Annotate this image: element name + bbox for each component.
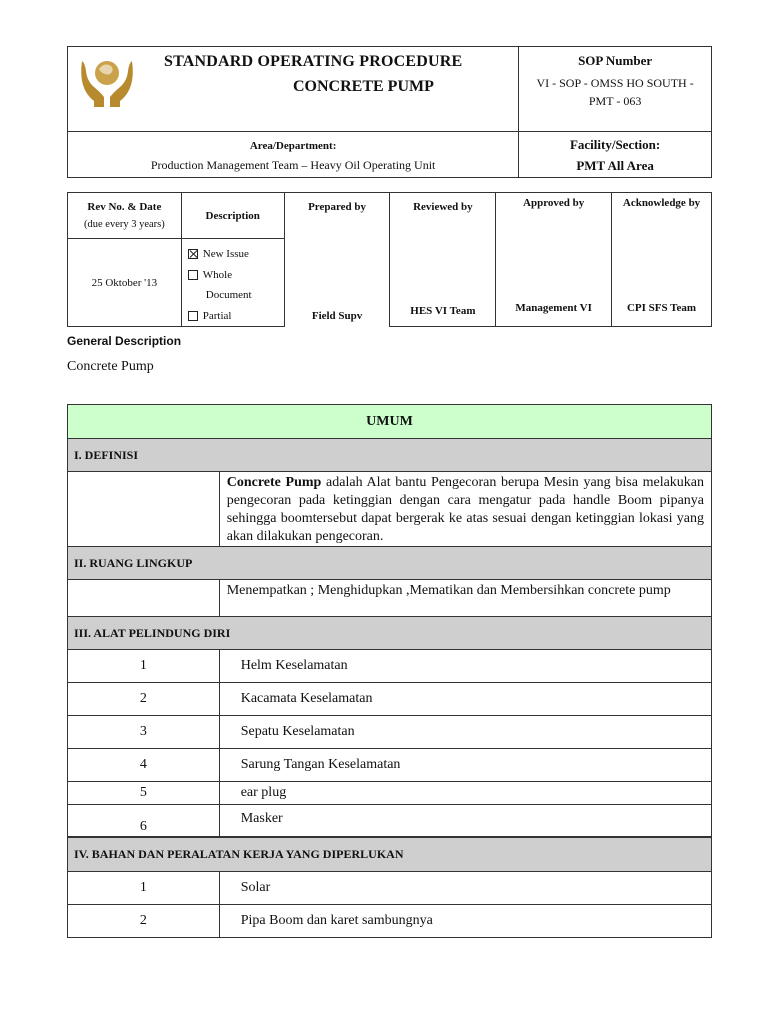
rev-date-cell bbox=[68, 239, 182, 327]
table-row bbox=[68, 650, 712, 683]
sop-number-label: SOP Number bbox=[578, 53, 653, 68]
item-number: 2 bbox=[68, 683, 220, 716]
ruang-lingkup-empty-cell bbox=[68, 580, 220, 617]
approved-value: Management VI bbox=[515, 302, 592, 314]
acknowledge-label: Acknowledge by bbox=[622, 197, 701, 209]
option-whole[interactable]: Whole bbox=[188, 265, 284, 286]
sop-number-line-2: PMT - 063 bbox=[588, 94, 642, 108]
acknowledge-value: CPI SFS Team bbox=[626, 302, 697, 314]
item-text: Masker bbox=[219, 805, 711, 837]
item-text: Kacamata Keselamatan bbox=[219, 683, 711, 716]
sop-number-value bbox=[519, 74, 711, 110]
definisi-text bbox=[219, 472, 711, 547]
title-line-2: CONCRETE PUMP bbox=[293, 78, 434, 95]
area-value: Production Management Team – Heavy Oil Operating Unit bbox=[150, 158, 436, 172]
rev-label: Rev No. & Date bbox=[87, 201, 162, 213]
sop-number-cell bbox=[519, 47, 712, 132]
description-label: Description bbox=[205, 209, 260, 222]
prepared-cell bbox=[284, 193, 390, 327]
option-partial[interactable]: Partial bbox=[188, 306, 284, 327]
table-row bbox=[68, 782, 712, 805]
checkbox-icon[interactable] bbox=[188, 311, 198, 321]
sop-number-line-1: VI - SOP - OMSS HO SOUTH - bbox=[536, 76, 694, 90]
item-number: 6 bbox=[68, 805, 220, 837]
table-row bbox=[68, 683, 712, 716]
approved-label: Approved by bbox=[523, 197, 585, 209]
title-line-1: STANDARD OPERATING PROCEDURE bbox=[164, 53, 463, 70]
item-number: 2 bbox=[68, 905, 220, 938]
item-text: Solar bbox=[219, 872, 711, 905]
option-document: Document bbox=[205, 289, 252, 301]
revision-table bbox=[67, 192, 712, 327]
prepared-value: Field Supv bbox=[311, 309, 363, 322]
rev-header-cell bbox=[68, 193, 182, 239]
prepared-label: Prepared by bbox=[308, 201, 367, 213]
ruang-lingkup-text: Menempatkan ; Menghidupkan ,Mematikan dan Membersihkan concrete pump bbox=[219, 580, 711, 617]
reviewed-cell bbox=[390, 193, 496, 327]
title-cell bbox=[68, 47, 519, 132]
section-definisi: I. DEFINISI bbox=[68, 439, 712, 472]
umum-header: UMUM bbox=[68, 405, 712, 439]
table-row bbox=[68, 805, 712, 837]
hands-globe-logo-icon bbox=[80, 53, 134, 109]
item-text: Sepatu Keselamatan bbox=[219, 716, 711, 749]
definisi-body: adalah Alat bantu Pengecoran berupa Mesin yang bisa melakukan pengecoran pada ketinggian dengan cara mengatur pada handle Boom pipanya sehingga boomtersebut dapat bergerak ke atas sesuai dengan ketinggian lokasi yang akan dilakukan pengecoran. bbox=[226, 475, 705, 544]
facility-cell bbox=[519, 132, 712, 178]
reviewed-value: HES VI Team bbox=[410, 305, 476, 317]
section-alat-pelindung-diri: III. ALAT PELINDUNG DIRI bbox=[68, 617, 712, 650]
definisi-term: Concrete Pump bbox=[226, 475, 322, 490]
reviewed-label: Reviewed by bbox=[413, 201, 473, 213]
area-cell bbox=[68, 132, 519, 178]
approved-cell bbox=[496, 193, 612, 327]
table-row bbox=[68, 872, 712, 905]
option-new-issue[interactable]: New Issue bbox=[188, 244, 284, 265]
definisi-empty-cell bbox=[68, 472, 220, 547]
area-label: Area/Department: bbox=[249, 140, 337, 152]
facility-label: Facility/Section: bbox=[569, 137, 661, 152]
acknowledge-cell bbox=[612, 193, 712, 327]
section-ruang-lingkup: II. RUANG LINGKUP bbox=[68, 547, 712, 580]
description-options bbox=[181, 239, 284, 327]
item-text: Helm Keselamatan bbox=[219, 650, 711, 683]
item-text: Sarung Tangan Keselamatan bbox=[219, 749, 711, 782]
description-header bbox=[181, 193, 284, 239]
rev-note: (due every 3 years) bbox=[84, 219, 165, 230]
sop-header bbox=[67, 46, 712, 178]
item-text: ear plug bbox=[219, 782, 711, 805]
general-description-value: Concrete Pump bbox=[67, 359, 154, 374]
item-number: 4 bbox=[68, 749, 220, 782]
section-bahan-peralatan: IV. BAHAN DAN PERALATAN KERJA YANG DIPERLUKAN bbox=[68, 837, 712, 872]
checkbox-icon[interactable] bbox=[188, 270, 198, 280]
item-text: Pipa Boom dan karet sambungnya bbox=[219, 905, 711, 938]
general-description-label: General Description bbox=[67, 334, 182, 348]
item-number: 5 bbox=[68, 782, 220, 805]
table-row bbox=[68, 716, 712, 749]
item-number: 1 bbox=[68, 650, 220, 683]
rev-date: 25 Oktober '13 bbox=[91, 276, 158, 289]
item-number: 3 bbox=[68, 716, 220, 749]
table-row bbox=[68, 905, 712, 938]
checkbox-checked-icon[interactable] bbox=[188, 249, 198, 259]
table-row bbox=[68, 749, 712, 782]
item-number: 1 bbox=[68, 872, 220, 905]
facility-value: PMT All Area bbox=[576, 158, 654, 173]
sop-main-table bbox=[67, 404, 712, 938]
